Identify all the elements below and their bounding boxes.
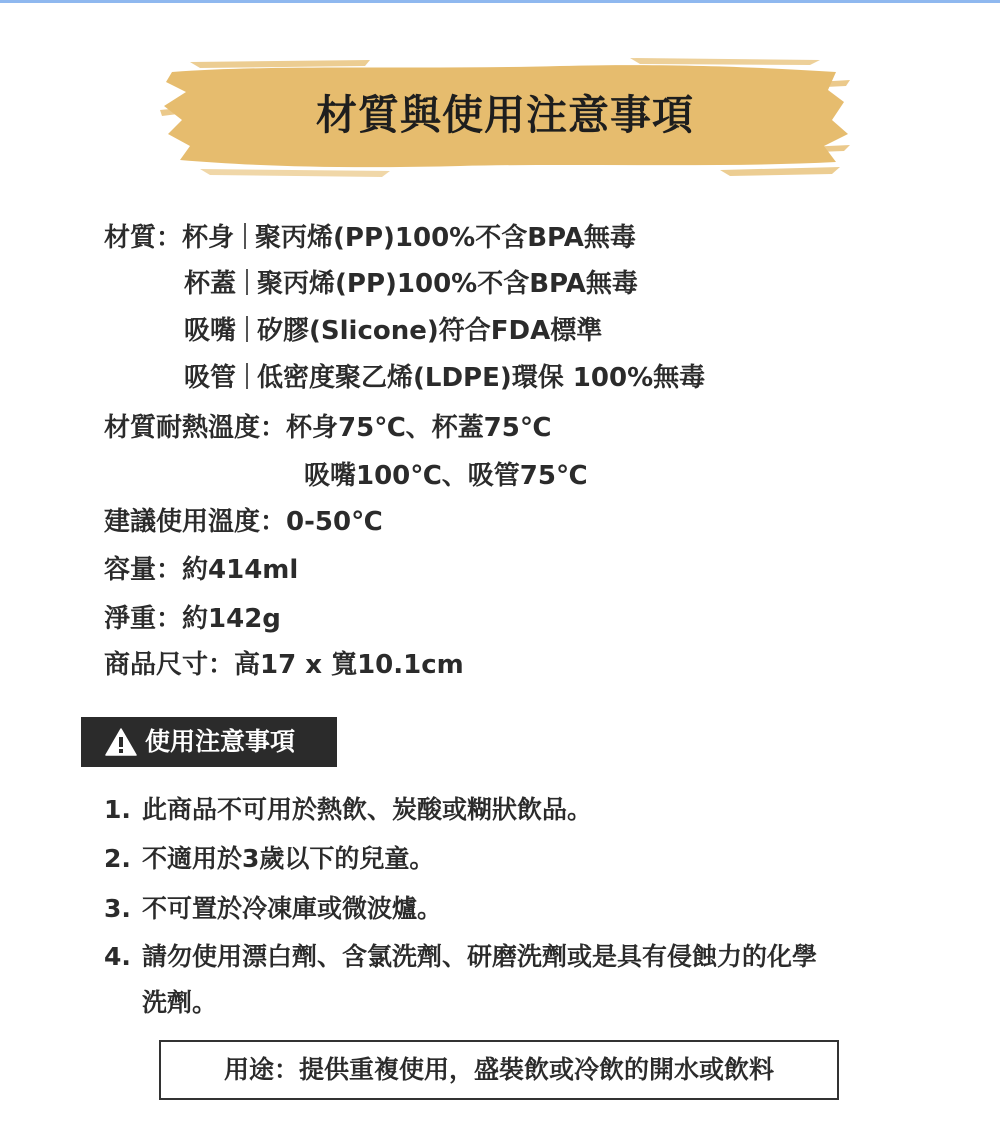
material-row-4 bbox=[184, 360, 705, 396]
note-text: 此商品不可用於熱飲、炭酸或糊狀飲品。 bbox=[142, 795, 593, 824]
material-row-1 bbox=[104, 220, 636, 256]
note-item-3 bbox=[104, 891, 442, 927]
note-text: 洗劑。 bbox=[142, 988, 218, 1017]
note-text: 不可置於冷凍庫或微波爐。 bbox=[142, 894, 443, 923]
warning-label: 使用注意事項 bbox=[145, 727, 296, 756]
material-part: 杯身 bbox=[182, 223, 235, 253]
material-part: 杯蓋 bbox=[184, 269, 237, 299]
temp-value: 0-50℃ bbox=[286, 507, 383, 537]
note-text: 請勿使用漂白劑、含氯洗劑、研磨洗劑或是具有侵蝕力的化學 bbox=[142, 942, 818, 971]
note-text: 不適用於3歲以下的兒童。 bbox=[142, 844, 435, 873]
heat-row-2 bbox=[304, 458, 587, 494]
capacity-value: 約414ml bbox=[182, 555, 299, 585]
note-number: 2. bbox=[104, 844, 131, 873]
material-label: 材質： bbox=[104, 223, 183, 253]
divider bbox=[246, 363, 248, 389]
temp-row bbox=[104, 504, 383, 540]
note-number: 3. bbox=[104, 894, 131, 923]
usage-box: 用途：提供重複使用，盛裝飲或冷飲的開水或飲料 bbox=[159, 1040, 839, 1100]
material-part: 吸管 bbox=[184, 363, 237, 393]
weight-value: 約142g bbox=[182, 604, 281, 634]
capacity-label: 容量： bbox=[104, 555, 183, 585]
weight-label: 淨重： bbox=[104, 604, 183, 634]
material-row-3 bbox=[184, 313, 602, 349]
warning-badge bbox=[81, 717, 337, 767]
material-row-2 bbox=[184, 266, 638, 302]
divider bbox=[246, 269, 248, 295]
material-desc: 矽膠(Slicone)符合FDA標準 bbox=[257, 316, 603, 346]
page-title: 材質與使用注意事項 bbox=[316, 91, 694, 139]
note-item-4-continuation bbox=[142, 985, 217, 1021]
note-item-1 bbox=[104, 792, 592, 828]
material-desc: 聚丙烯(PP)100%不含BPA無毒 bbox=[257, 269, 638, 299]
note-number: 4. bbox=[104, 942, 131, 971]
weight-row bbox=[104, 601, 281, 637]
note-item-4 bbox=[104, 939, 817, 975]
heat-value: 吸嘴100℃、吸管75℃ bbox=[304, 461, 588, 491]
warning-triangle-icon bbox=[105, 728, 137, 756]
top-accent-bar bbox=[0, 0, 1000, 3]
divider bbox=[244, 223, 246, 249]
size-value: 高17 x 寬10.1cm bbox=[234, 650, 464, 680]
heat-value: 杯身75℃、杯蓋75℃ bbox=[286, 413, 552, 443]
material-desc: 低密度聚乙烯(LDPE)環保 100%無毒 bbox=[257, 363, 706, 393]
size-label: 商品尺寸： bbox=[104, 650, 235, 680]
material-part: 吸嘴 bbox=[184, 316, 237, 346]
divider bbox=[246, 316, 248, 342]
material-desc: 聚丙烯(PP)100%不含BPA無毒 bbox=[255, 223, 636, 253]
temp-label: 建議使用溫度： bbox=[104, 507, 287, 537]
capacity-row bbox=[104, 552, 298, 588]
heat-row-1 bbox=[104, 410, 551, 446]
title-banner bbox=[160, 50, 850, 180]
heat-label: 材質耐熱溫度： bbox=[104, 413, 287, 443]
note-number: 1. bbox=[104, 795, 131, 824]
note-item-2 bbox=[104, 841, 434, 877]
size-row bbox=[104, 647, 464, 683]
